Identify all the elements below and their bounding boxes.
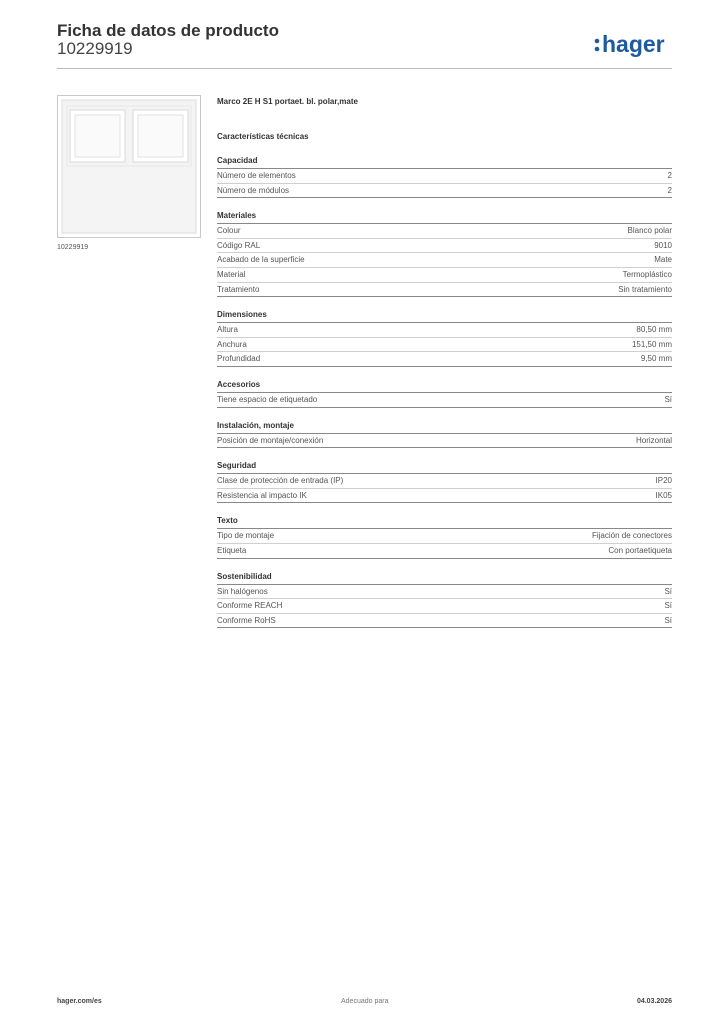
spec-row: [217, 323, 672, 338]
spec-value: Fijación de conectores: [591, 531, 672, 541]
spec-label: Código RAL: [217, 240, 261, 250]
double-frame-icon: [58, 96, 200, 237]
spec-row: [217, 585, 672, 600]
spec-section: [217, 309, 672, 367]
spec-label: Material: [217, 269, 246, 279]
spec-label: Posición de montaje/conexión: [217, 435, 324, 445]
spec-value: 9010: [654, 240, 672, 250]
spec-value: 80,50 mm: [636, 325, 672, 335]
spec-label: Tratamiento: [217, 284, 260, 294]
logo-text: hager: [602, 31, 665, 57]
spec-value: Con portaetiqueta: [608, 545, 672, 555]
spec-row: [217, 544, 672, 559]
specs-heading: Características técnicas: [217, 132, 309, 141]
spec-row: [217, 614, 672, 629]
section-title: Dimensiones: [217, 309, 672, 323]
spec-label: Acabado de la superficie: [217, 255, 305, 265]
spec-label: Colour: [217, 226, 241, 236]
spec-label: Número de elementos: [217, 171, 296, 180]
footer-website: hager.com/es: [57, 998, 102, 1005]
spec-value: Horizontal: [635, 435, 672, 445]
spec-label: Altura: [217, 325, 238, 335]
spec-label: Conforme RoHS: [217, 615, 276, 625]
spec-row: [217, 169, 672, 184]
section-title: Seguridad: [217, 460, 672, 474]
spec-sections: [217, 155, 672, 628]
spec-label: Número de módulos: [217, 185, 290, 195]
spec-section: [217, 420, 672, 449]
product-name: Marco 2E H S1 portaet. bl. polar,mate: [217, 97, 358, 106]
spec-label: Profundidad: [217, 354, 261, 364]
spec-row: [217, 434, 672, 449]
spec-row: [217, 352, 672, 367]
footer-center-text: Adecuado para: [341, 998, 389, 1005]
spec-value: Sí: [664, 615, 672, 625]
section-title: Materiales: [217, 210, 672, 224]
spec-section: [217, 155, 672, 198]
spec-label: Conforme REACH: [217, 601, 283, 611]
spec-row: [217, 489, 672, 504]
image-caption: 10229919: [57, 244, 89, 251]
section-title: Accesorios: [217, 379, 672, 393]
section-title: Capacidad: [217, 155, 672, 169]
spec-section: [217, 379, 672, 408]
spec-label: Tiene espacio de etiquetado: [217, 394, 318, 404]
header-divider: [57, 68, 672, 69]
spec-row: [217, 239, 672, 254]
spec-label: Resistencia al impacto IK: [217, 490, 307, 500]
section-title: Sostenibilidad: [217, 571, 672, 585]
spec-section: [217, 515, 672, 558]
spec-value: Sí: [664, 394, 672, 404]
spec-value: Sí: [664, 586, 672, 596]
section-title: Texto: [217, 515, 672, 529]
product-image: [57, 95, 201, 238]
spec-row: [217, 184, 672, 199]
spec-label: Tipo de montaje: [217, 531, 275, 541]
spec-row: [217, 253, 672, 268]
section-title: Instalación, montaje: [217, 420, 672, 434]
product-details: [217, 96, 672, 628]
page-title: Ficha de datos de producto: [57, 21, 279, 40]
spec-value: 2: [667, 171, 672, 180]
spec-row: [217, 268, 672, 283]
spec-value: IK05: [655, 490, 672, 500]
spec-value: Sin tratamiento: [618, 284, 672, 294]
spec-section: [217, 571, 672, 629]
spec-section: [217, 460, 672, 503]
spec-value: 151,50 mm: [631, 339, 672, 349]
spec-label: Sin halógenos: [217, 586, 268, 596]
spec-row: [217, 283, 672, 298]
product-code: 10229919: [57, 39, 133, 58]
spec-label: Etiqueta: [217, 545, 247, 555]
spec-row: [217, 529, 672, 544]
spec-value: 9,50 mm: [640, 354, 672, 364]
spec-value: Termoplástico: [622, 269, 672, 279]
spec-value: Blanco polar: [627, 226, 672, 236]
spec-value: 2: [667, 185, 672, 195]
spec-section: [217, 210, 672, 297]
hager-logo: [593, 28, 675, 58]
spec-label: Clase de protección de entrada (IP): [217, 476, 344, 486]
spec-value: Sí: [664, 601, 672, 611]
spec-row: [217, 224, 672, 239]
spec-value: IP20: [655, 476, 672, 486]
spec-row: [217, 338, 672, 353]
spec-value: Mate: [654, 255, 672, 265]
spec-row: [217, 393, 672, 408]
spec-label: Anchura: [217, 339, 247, 349]
spec-row: [217, 474, 672, 489]
footer-date: 04.03.2026: [636, 998, 672, 1005]
spec-row: [217, 599, 672, 614]
